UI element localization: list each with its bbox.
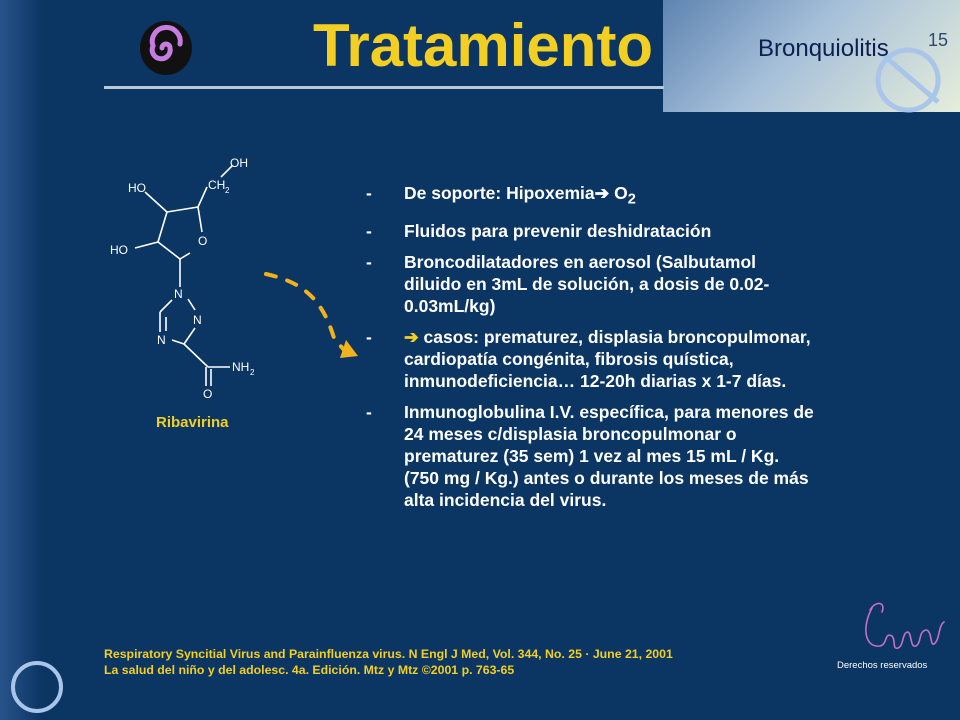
arrow-icon: ➔ [404,326,419,347]
list-item-subscript: 2 [627,191,636,208]
reference-line: La salud del niño y del adolesc. 4a. Edición. Mtz y Mtz ©2001 p. 763-65 [104,663,515,677]
mol-ho-upper: HO [128,181,146,195]
list-dash: - [366,220,372,241]
mol-n1: N [174,287,183,301]
list-item [366,401,816,511]
list-item-text: Fluidos para prevenir deshidratación [404,220,712,241]
list-item [366,326,816,392]
mol-ch2: CH [208,178,226,192]
mol-nh2-sub: 2 [250,368,255,377]
molecule-name: Ribavirina [156,414,229,431]
list-dash: - [366,326,372,347]
treatment-list [366,182,816,520]
mol-n3: N [157,333,166,347]
list-item-text: casos: prematurez, displasia broncopulmonar, cardiopatía congénita, fibrosis quística, inmunodeficiencia… 12-20h diarias x 1-7 días. [404,326,811,391]
page-number: 15 [928,30,949,50]
list-dash: - [366,183,372,203]
references [104,646,824,678]
dashed-curved-arrow-icon [262,268,372,368]
rights-note: Derechos reservados [837,660,928,671]
mol-nh2: NH [232,360,250,374]
list-item-text: De soporte: Hipoxemia [404,183,595,203]
mol-oh-top: OH [230,156,248,170]
list-item [366,251,816,317]
mol-ch2-sub: 2 [225,186,230,195]
list-item-text: Broncodilatadores en aerosol (Salbutamol diluido en 3mL de solución, a dosis de 0.02-0.03mL/kg) [404,251,770,316]
reference-line: Respiratory Syncitial Virus and Parainfluenza virus. N Engl J Med, Vol. 344, No. 25 · June 21, 2001 [104,647,673,661]
list-dash: - [366,401,372,422]
subject-label: Bronquiolitis [758,35,889,62]
list-item [366,182,816,211]
list-item-text: Inmunoglobulina I.V. específica, para menores de 24 meses c/displasia broncopulmonar o prematurez (35 sem) 1 vez al mes 15 mL / Kg. (750 mg / Kg.) antes o durante los meses de más alta incidencia del virus. [404,401,814,510]
mol-carbonyl-oxygen: O [203,387,213,400]
list-item-suffix: O [609,183,628,203]
mol-ho-lower: HO [110,243,128,257]
spiral-logo-icon [136,18,196,78]
ring-icon [7,655,67,715]
mol-n2: N [193,313,202,327]
mol-ring-oxygen: O [198,234,208,248]
list-item [366,220,816,242]
ribavirin-structure [100,150,285,400]
slide-title: Tratamiento [313,12,654,79]
arrow-icon: ➔ [594,183,610,203]
list-dash: - [366,251,372,272]
signature-image [858,596,948,666]
header-rule [104,86,664,89]
